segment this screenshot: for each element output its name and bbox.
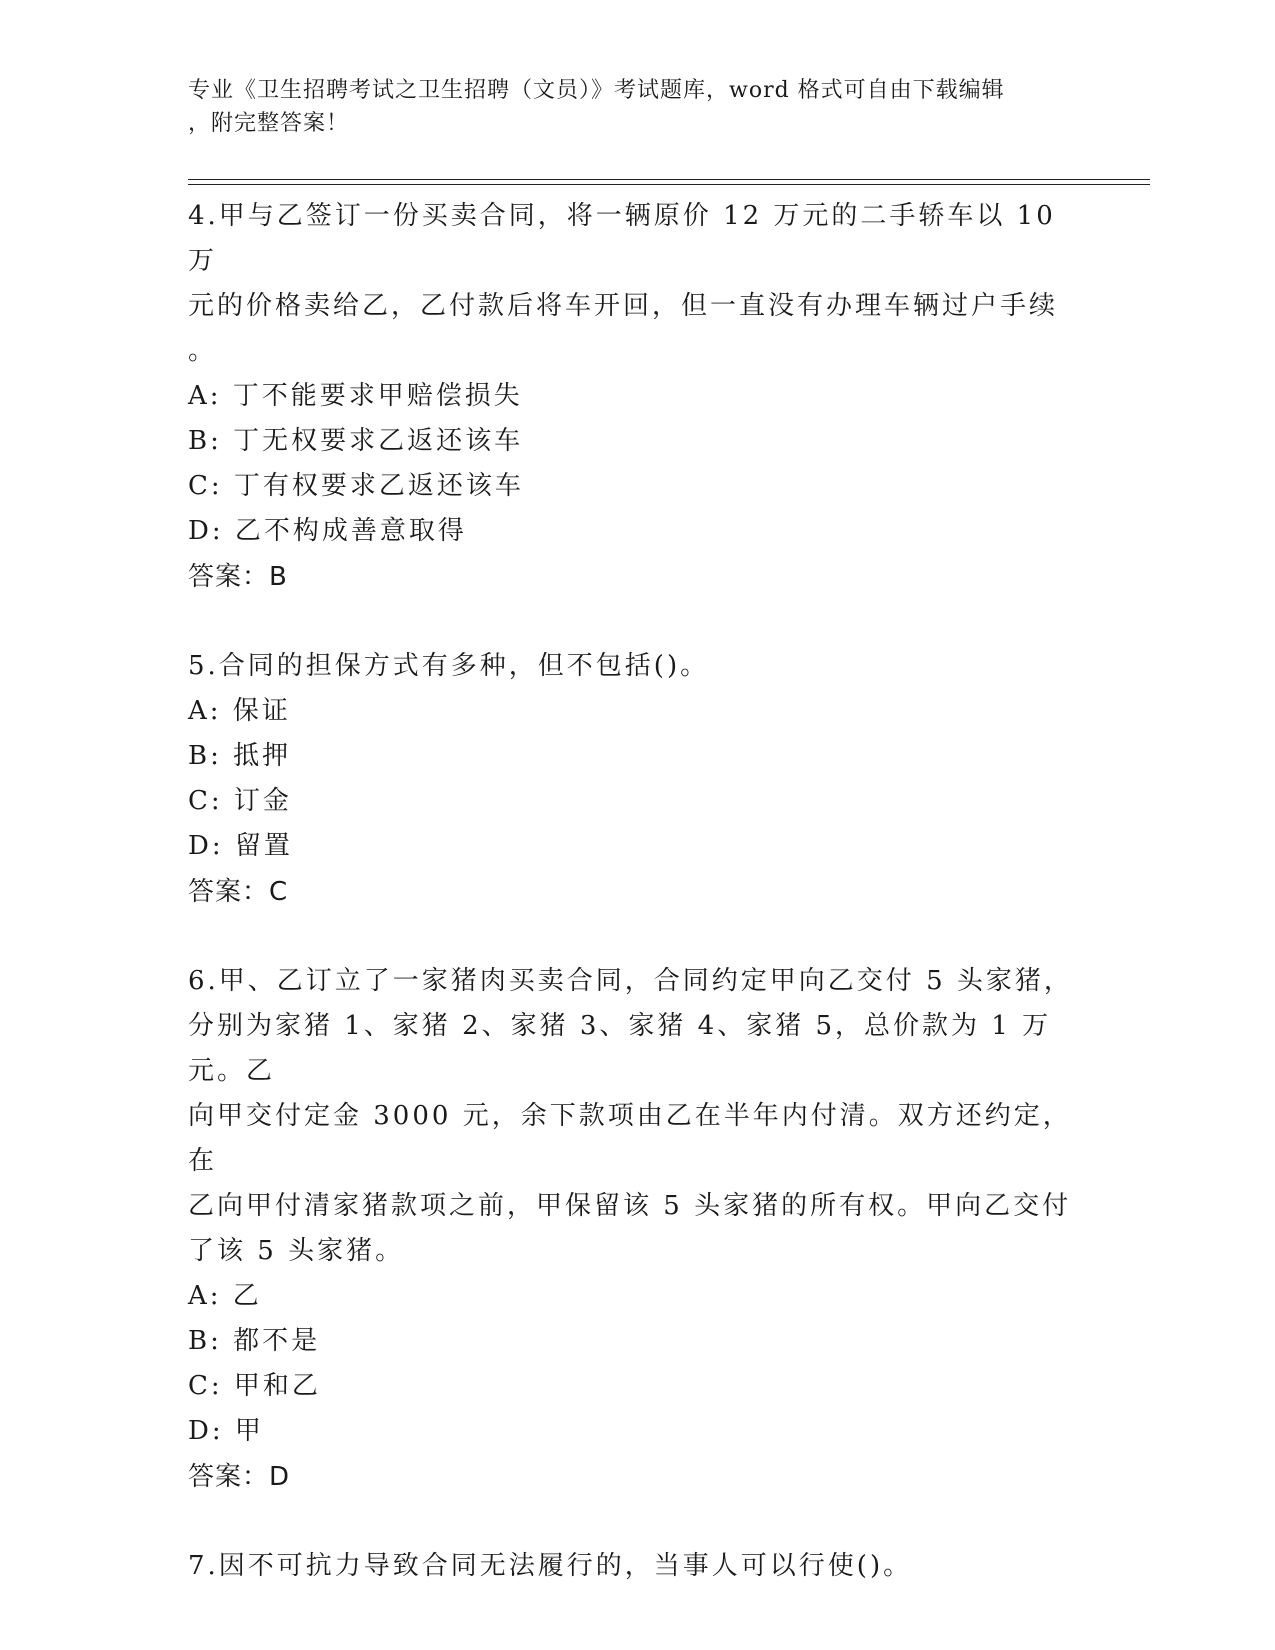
question-line: 5.合同的担保方式有多种，但不包括()。 xyxy=(188,651,710,681)
option-a: A: 保证 xyxy=(188,696,291,726)
answer-line: 答案：D xyxy=(188,1462,291,1492)
question-line: 4.甲与乙签订一份买卖合同，将一辆原价 12 万元的二手轿车以 10 万 xyxy=(188,201,1056,276)
option-a: A: 丁不能要求甲赔偿损失 xyxy=(188,381,523,411)
question-line: 元的价格卖给乙，乙付款后将车开回，但一直没有办理车辆过户手续 xyxy=(188,291,1059,321)
option-c: C: 订金 xyxy=(188,786,292,816)
document-header xyxy=(188,74,1068,140)
option-c: C: 甲和乙 xyxy=(188,1371,321,1401)
question-line: 了该 5 头家猪。 xyxy=(188,1236,405,1266)
option-b: B: 都不是 xyxy=(188,1326,321,1356)
option-d: D: 乙不构成善意取得 xyxy=(188,516,467,546)
question-block xyxy=(188,1544,1088,1589)
header-line: ，附完整答案！ xyxy=(188,111,350,136)
option-a: A: 乙 xyxy=(188,1281,262,1311)
question-line: 。 xyxy=(188,336,218,366)
question-block xyxy=(188,959,1088,1500)
option-b: B: 丁无权要求乙返还该车 xyxy=(188,426,524,456)
question-line: 向甲交付定金 3000 元，余下款项由乙在半年内付清。双方还约定，在 xyxy=(188,1101,1072,1176)
question-block xyxy=(188,644,1088,915)
question-list xyxy=(188,194,1088,1589)
header-divider xyxy=(188,179,1150,180)
header-divider xyxy=(188,184,1150,185)
question-line: 7.因不可抗力导致合同无法履行的，当事人可以行使()。 xyxy=(188,1551,913,1581)
question-line: 6.甲、乙订立了一家猪肉买卖合同，合同约定甲向乙交付 5 头家猪， xyxy=(188,966,1073,996)
question-line: 乙向甲付清家猪款项之前，甲保留该 5 头家猪的所有权。甲向乙交付 xyxy=(188,1191,1072,1221)
question-block xyxy=(188,194,1088,600)
answer-line: 答案：B xyxy=(188,562,288,592)
question-line: 分别为家猪 1、家猪 2、家猪 3、家猪 4、家猪 5，总价款为 1 万元。乙 xyxy=(188,1011,1052,1086)
header-line: 专业《卫生招聘考试之卫生招聘（文员）》考试题库，word 格式可自由下载编辑 xyxy=(188,78,1005,103)
option-d: D: 甲 xyxy=(188,1416,264,1446)
answer-line: 答案：C xyxy=(188,877,289,907)
option-c: C: 丁有权要求乙返还该车 xyxy=(188,471,524,501)
option-b: B: 抵押 xyxy=(188,741,292,771)
option-d: D: 留置 xyxy=(188,831,293,861)
